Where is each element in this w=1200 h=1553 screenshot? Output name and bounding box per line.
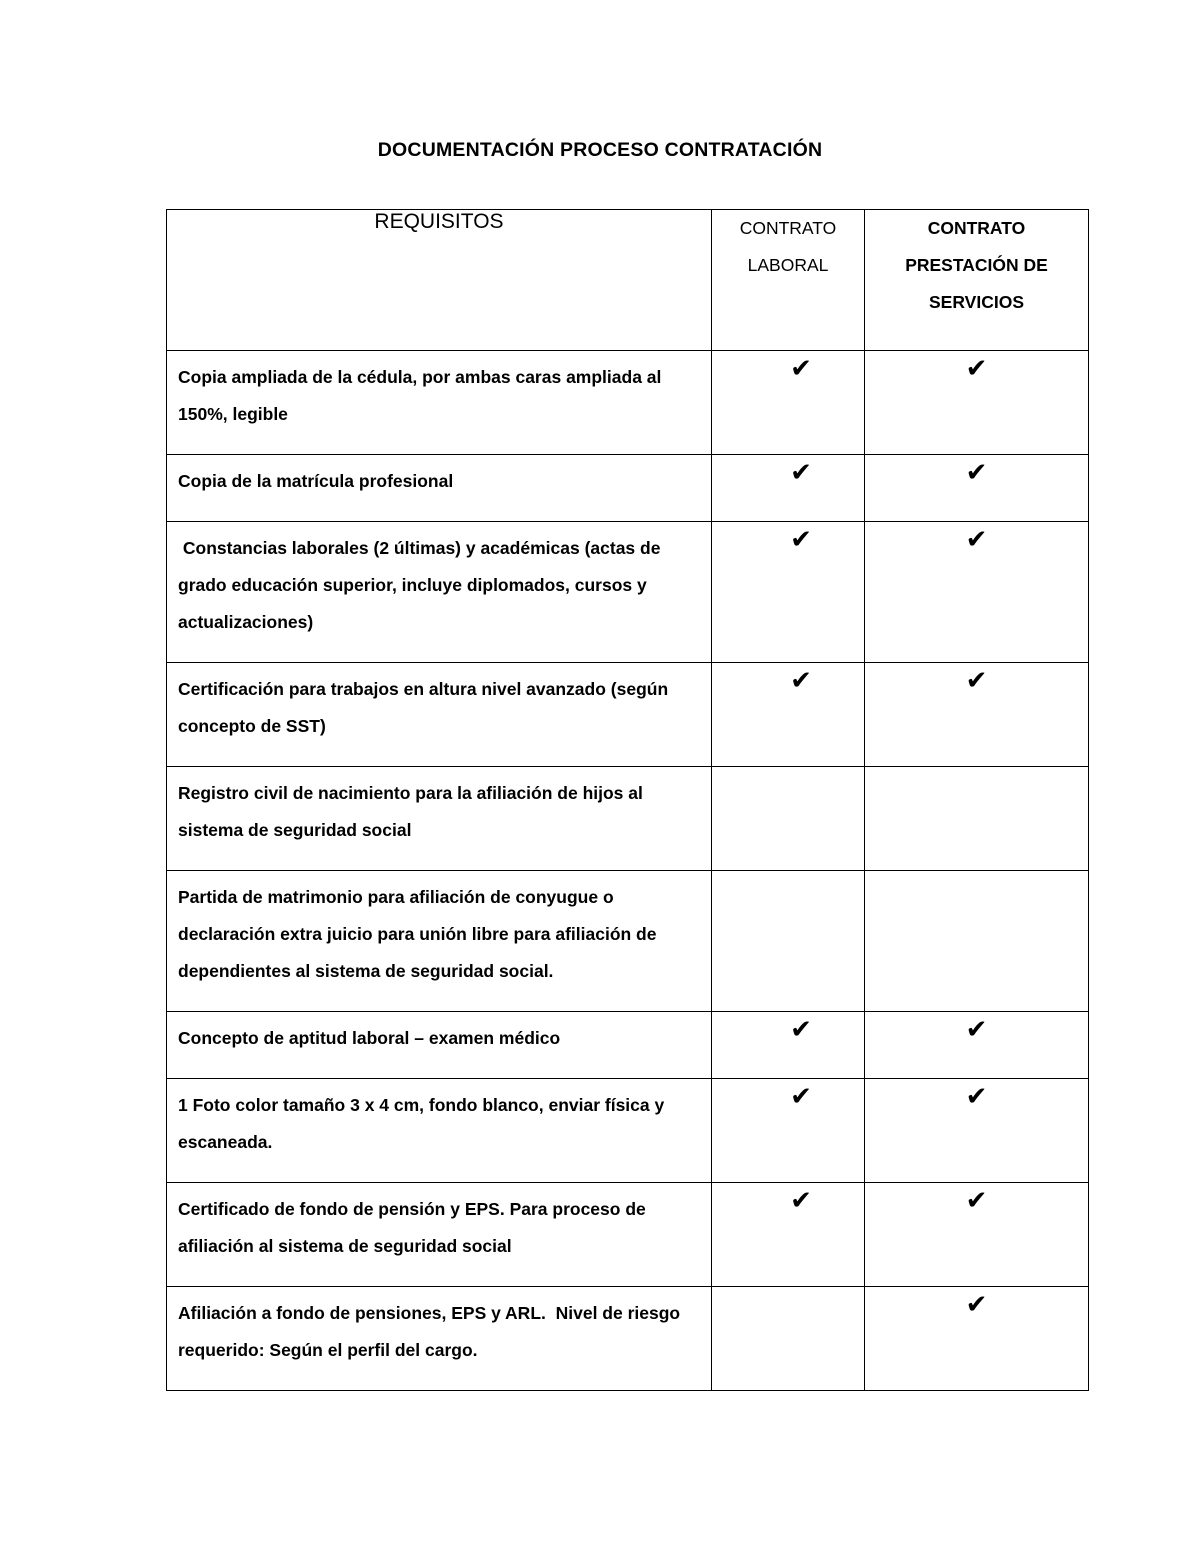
checkmark-icon: ✔ — [790, 353, 812, 383]
header-contrato-laboral — [712, 210, 865, 351]
requirement-text-line: Registro civil de nacimiento para la afiliación de hijos al — [178, 783, 643, 803]
requirements-table — [166, 209, 1089, 1391]
requirement-text-line: sistema de seguridad social — [178, 820, 412, 840]
checkmark-icon: ✔ — [965, 457, 988, 487]
checkmark-icon: ✔ — [965, 353, 988, 383]
table-row — [167, 767, 1089, 871]
header-requisitos-label: REQUISITOS — [374, 210, 504, 233]
table-row — [167, 871, 1089, 1012]
header-contrato-prestacion-line-1: CONTRATO — [927, 218, 1026, 238]
table-row — [167, 1183, 1089, 1287]
contrato-prestacion-cell — [865, 351, 1089, 455]
header-contrato-laboral-line-2: LABORAL — [747, 255, 829, 275]
checkmark-icon: ✔ — [790, 457, 812, 487]
requirement-text — [167, 871, 711, 990]
checkmark-icon: ✔ — [965, 1185, 988, 1215]
table-header-row — [167, 210, 1089, 351]
table-row — [167, 1012, 1089, 1079]
requirement-text — [167, 1183, 711, 1265]
checkmark-icon: ✔ — [790, 524, 812, 554]
requirement-text-line: Afiliación a fondo de pensiones, EPS y ARL. Nivel de riesgo — [178, 1303, 681, 1323]
header-contrato-prestacion-line-2: PRESTACIÓN DE — [905, 255, 1048, 275]
contrato-prestacion-cell — [865, 1012, 1089, 1079]
requirement-text — [167, 767, 711, 849]
checkmark-icon: ✔ — [965, 1014, 988, 1044]
contrato-laboral-cell — [712, 351, 865, 455]
contrato-laboral-cell — [712, 663, 865, 767]
contrato-laboral-cell — [712, 1183, 865, 1287]
requirement-text-line: afiliación al sistema de seguridad social — [178, 1236, 512, 1256]
requirement-text-line: Partida de matrimonio para afiliación de conyugue o — [178, 887, 614, 907]
table-row — [167, 663, 1089, 767]
table-row — [167, 1287, 1089, 1391]
requirement-text-line: dependientes al sistema de seguridad social. — [178, 961, 554, 981]
table-row — [167, 1079, 1089, 1183]
checkmark-icon: ✔ — [965, 665, 988, 695]
contrato-laboral-cell — [712, 871, 865, 1012]
checkmark-icon: ✔ — [965, 1081, 988, 1111]
header-contrato-prestacion — [865, 210, 1089, 351]
requirement-cell — [167, 1012, 712, 1079]
requirement-text — [167, 522, 711, 641]
contrato-prestacion-cell — [865, 522, 1089, 663]
contrato-prestacion-cell — [865, 1079, 1089, 1183]
checkmark-icon: ✔ — [790, 1081, 812, 1111]
table-row — [167, 351, 1089, 455]
table-row — [167, 522, 1089, 663]
requirement-text-line: Copia de la matrícula profesional — [178, 471, 454, 491]
contrato-prestacion-cell — [865, 871, 1089, 1012]
requirement-cell — [167, 1183, 712, 1287]
requirement-text-line: Copia ampliada de la cédula, por ambas caras ampliada al — [178, 367, 662, 387]
header-contrato-prestacion-line-3: SERVICIOS — [929, 292, 1024, 312]
requirement-text — [167, 455, 711, 500]
contrato-laboral-cell — [712, 1287, 865, 1391]
contrato-laboral-cell — [712, 455, 865, 522]
requirement-text-line: Concepto de aptitud laboral – examen médico — [178, 1028, 561, 1048]
contrato-prestacion-cell — [865, 1287, 1089, 1391]
requirement-text — [167, 663, 711, 745]
checkmark-icon: ✔ — [790, 665, 812, 695]
contrato-prestacion-cell — [865, 455, 1089, 522]
requirement-text-line: requerido: Según el perfil del cargo. — [178, 1340, 478, 1360]
requirement-text — [167, 1012, 711, 1057]
requirement-cell — [167, 455, 712, 522]
requirement-cell — [167, 351, 712, 455]
requirement-cell — [167, 522, 712, 663]
requirement-text-line: declaración extra juicio para unión libre para afiliación de — [178, 924, 657, 944]
contrato-prestacion-cell — [865, 1183, 1089, 1287]
checkmark-icon: ✔ — [790, 1185, 812, 1215]
table-body — [167, 351, 1089, 1391]
checkmark-icon: ✔ — [790, 1014, 812, 1044]
checkmark-icon: ✔ — [965, 524, 988, 554]
requirement-text-line: Constancias laborales (2 últimas) y académicas (actas de — [178, 538, 661, 558]
table-row — [167, 455, 1089, 522]
checkmark-icon: ✔ — [965, 1289, 988, 1319]
requirement-cell — [167, 663, 712, 767]
requirement-text-line: Certificado de fondo de pensión y EPS. Para proceso de — [178, 1199, 646, 1219]
contrato-prestacion-cell — [865, 663, 1089, 767]
header-requisitos — [167, 210, 712, 351]
contrato-laboral-cell — [712, 522, 865, 663]
contrato-laboral-cell — [712, 767, 865, 871]
header-contrato-laboral-line-1: CONTRATO — [739, 218, 837, 238]
requirement-cell — [167, 871, 712, 1012]
requirement-text-line: grado educación superior, incluye diplomados, cursos y — [178, 575, 647, 595]
requirement-text — [167, 1287, 711, 1369]
requirement-text — [167, 1079, 711, 1161]
requirement-cell — [167, 1079, 712, 1183]
requirement-text-line: 150%, legible — [178, 404, 288, 424]
requirement-text-line: actualizaciones) — [178, 612, 314, 632]
requirement-text-line: 1 Foto color tamaño 3 x 4 cm, fondo blanco, enviar física y — [178, 1095, 665, 1115]
requirement-text-line: Certificación para trabajos en altura nivel avanzado (según — [178, 679, 669, 699]
requirement-text — [167, 351, 711, 433]
document-title: DOCUMENTACIÓN PROCESO CONTRATACIÓN — [377, 139, 823, 161]
requirement-cell — [167, 767, 712, 871]
requirement-cell — [167, 1287, 712, 1391]
requirement-text-line: escaneada. — [178, 1132, 273, 1152]
contrato-laboral-cell — [712, 1079, 865, 1183]
contrato-laboral-cell — [712, 1012, 865, 1079]
requirement-text-line: concepto de SST) — [178, 716, 326, 736]
contrato-prestacion-cell — [865, 767, 1089, 871]
